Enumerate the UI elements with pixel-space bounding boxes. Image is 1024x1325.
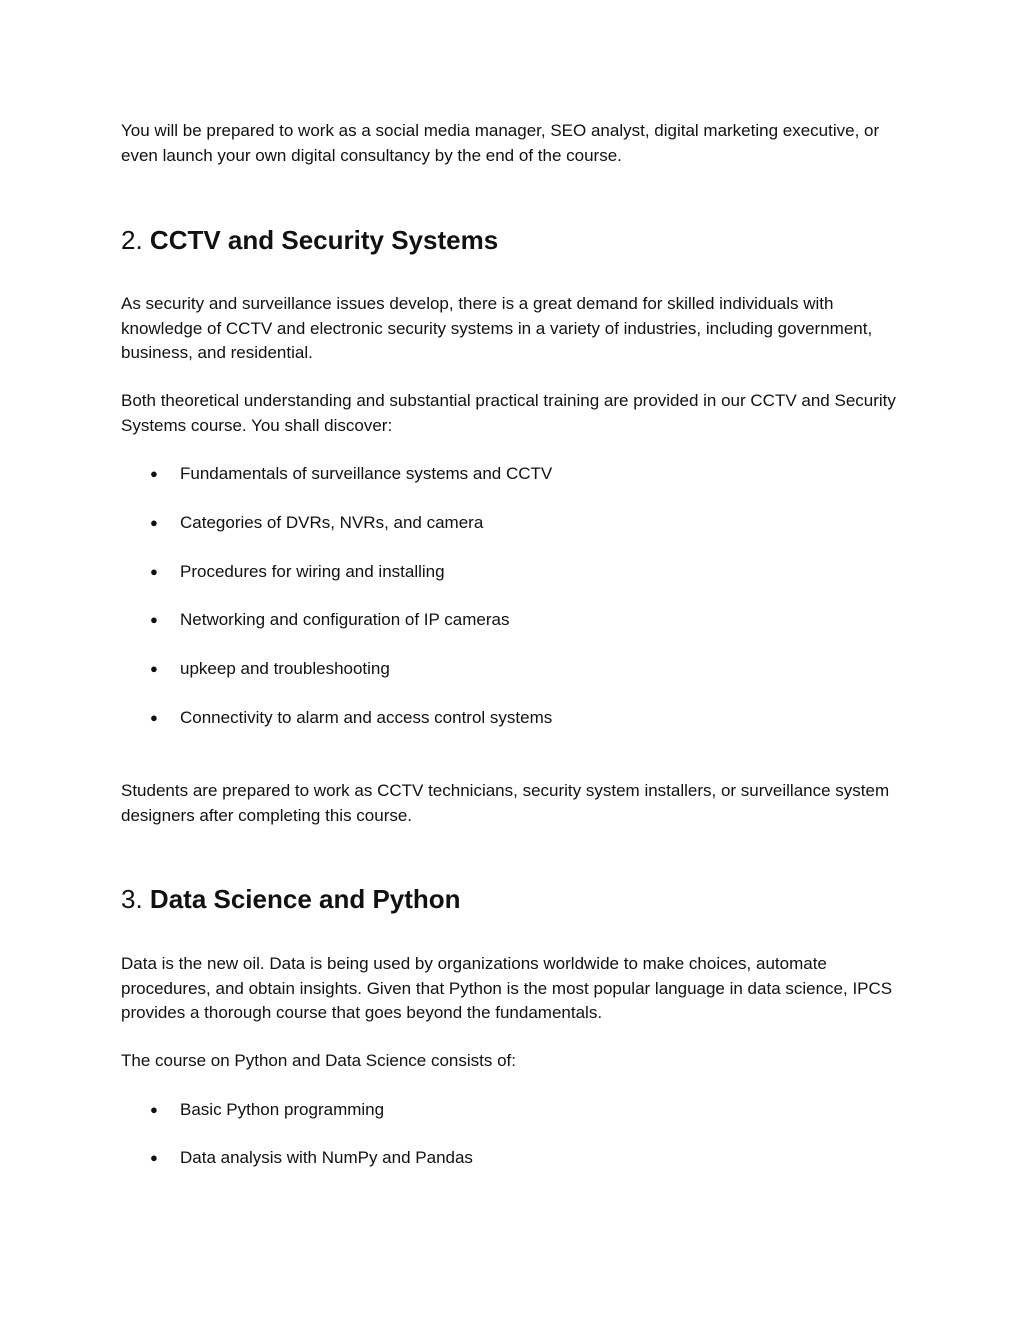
list-item-text: Procedures for wiring and installing bbox=[180, 562, 445, 581]
list-item-text: Data analysis with NumPy and Pandas bbox=[180, 1148, 473, 1167]
bullet-icon: ● bbox=[150, 1150, 158, 1165]
section-2-heading bbox=[121, 224, 498, 256]
list-item bbox=[150, 511, 483, 535]
section-2-paragraph-2: Both theoretical understanding and substantial practical training are provided in our CCTV and Security Systems course. You shall discover: bbox=[121, 391, 896, 435]
section-2-paragraph-1: As security and surveillance issues develop, there is a great demand for skilled individuals with knowledge of CCTV and electronic security systems in a variety of industries, including government, business, and residential. bbox=[121, 294, 873, 362]
list-item bbox=[150, 657, 390, 681]
list-item-text: Connectivity to alarm and access control systems bbox=[180, 708, 553, 727]
section-2-closing-paragraph: Students are prepared to work as CCTV technicians, security system installers, or surveillance system designers after completing this course. bbox=[121, 781, 890, 825]
list-item-text: Fundamentals of surveillance systems and CCTV bbox=[180, 464, 553, 483]
bullet-icon: ● bbox=[150, 564, 158, 579]
bullet-icon: ● bbox=[150, 466, 158, 481]
list-item bbox=[150, 706, 552, 730]
list-item bbox=[150, 462, 552, 486]
section-2-title: CCTV and Security Systems bbox=[149, 225, 499, 255]
intro-paragraph: You will be prepared to work as a social media manager, SEO analyst, digital marketing executive, or even launch your own digital consultancy by the end of the course. bbox=[121, 121, 880, 165]
list-item-text: Categories of DVRs, NVRs, and camera bbox=[180, 513, 484, 532]
section-3-paragraph-2: The course on Python and Data Science consists of: bbox=[121, 1051, 517, 1070]
section-2-number: 2. bbox=[121, 225, 150, 255]
list-item-text: upkeep and troubleshooting bbox=[180, 659, 390, 678]
section-3-title: Data Science and Python bbox=[149, 884, 461, 914]
section-3-number: 3. bbox=[121, 884, 150, 914]
list-item bbox=[150, 1146, 473, 1170]
bullet-icon: ● bbox=[150, 1102, 158, 1117]
list-item-text: Basic Python programming bbox=[180, 1100, 385, 1119]
bullet-icon: ● bbox=[150, 515, 158, 530]
list-item-text: Networking and configuration of IP cameras bbox=[180, 610, 510, 629]
list-item bbox=[150, 1098, 384, 1122]
list-item bbox=[150, 608, 509, 632]
bullet-icon: ● bbox=[150, 612, 158, 627]
section-3-heading bbox=[121, 883, 461, 915]
list-item bbox=[150, 560, 445, 584]
bullet-icon: ● bbox=[150, 661, 158, 676]
bullet-icon: ● bbox=[150, 710, 158, 725]
section-3-paragraph-1: Data is the new oil. Data is being used by organizations worldwide to make choices, automate procedures, and obtain insights. Given that Python is the most popular language in data science, IPCS provides a thorough course that goes beyond the fundamentals. bbox=[121, 954, 893, 1022]
